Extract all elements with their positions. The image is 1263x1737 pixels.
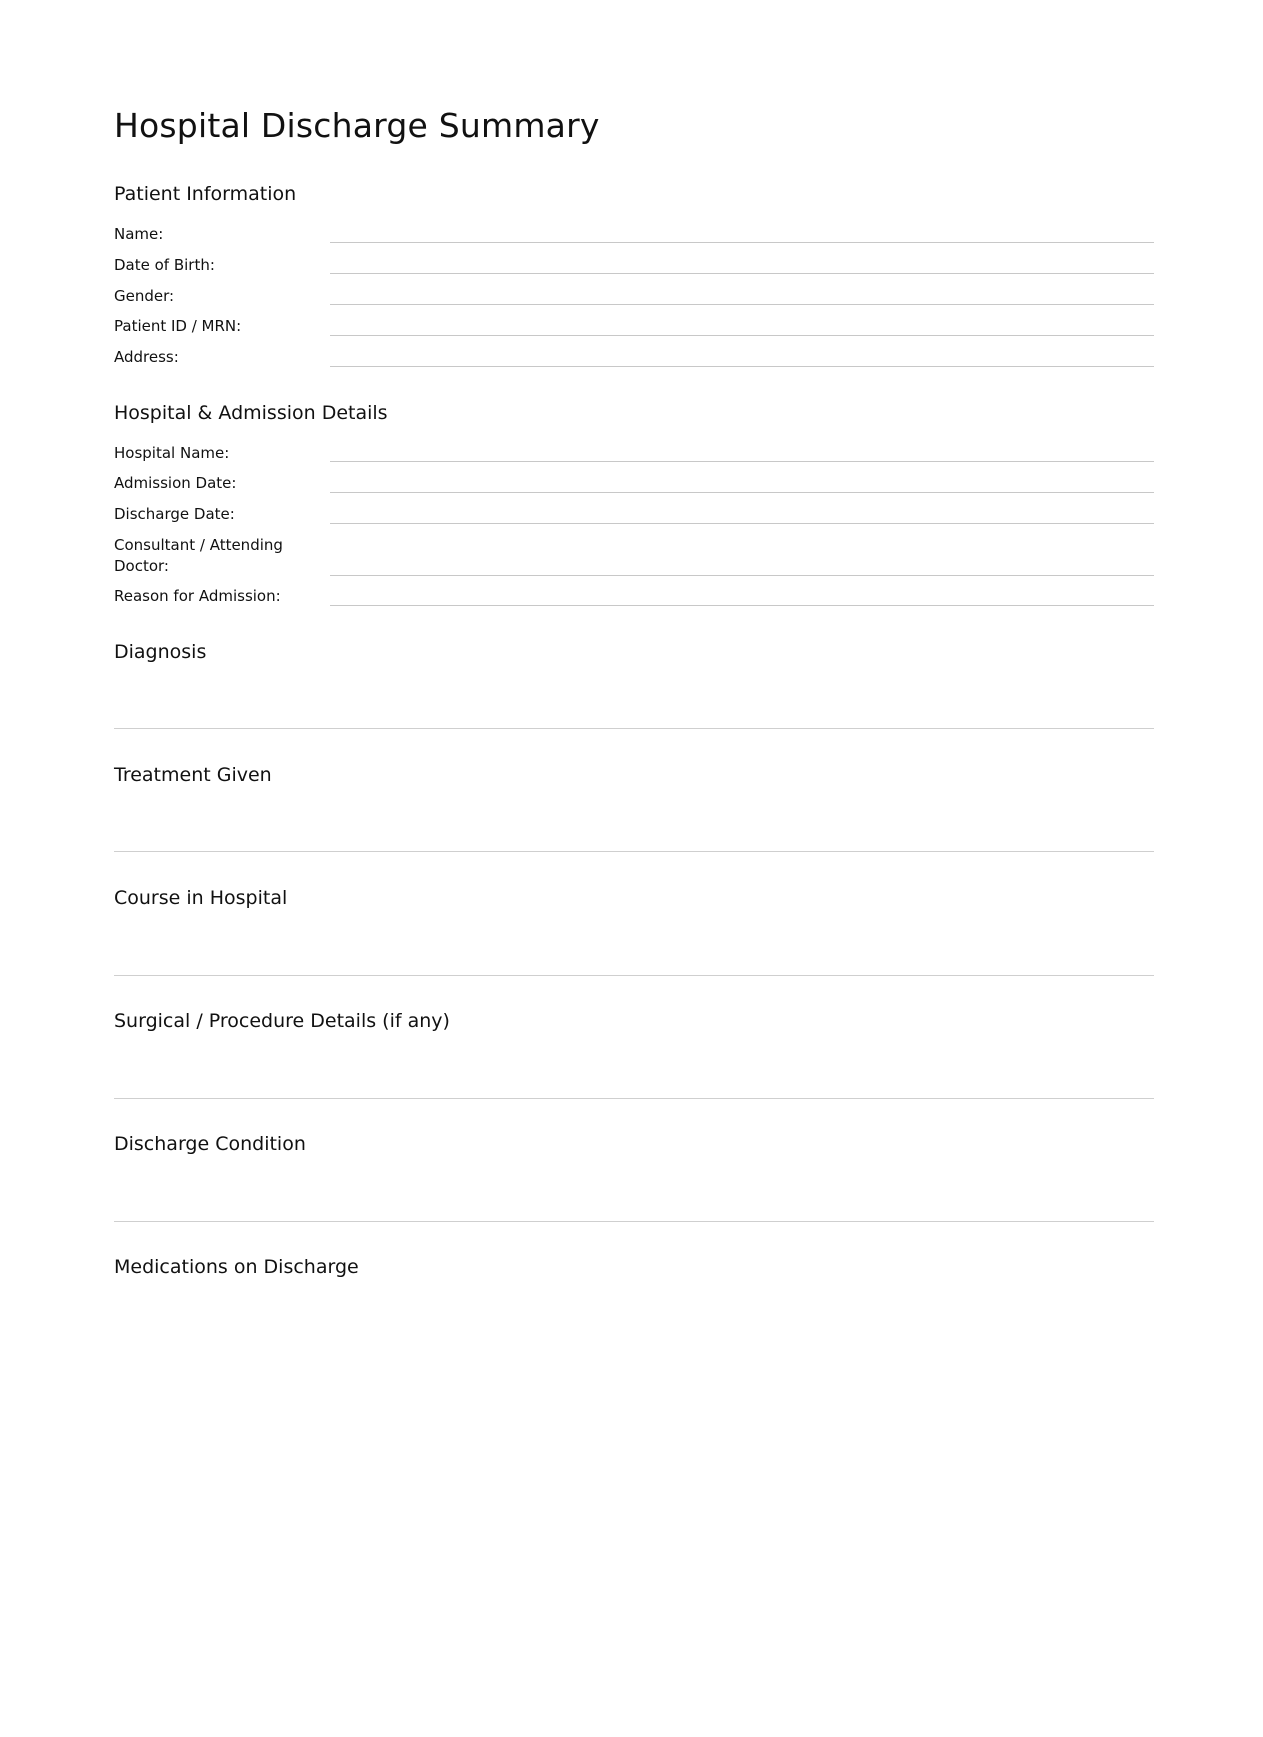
medications-on-discharge-heading: Medications on Discharge: [114, 1256, 359, 1278]
patient-id-field[interactable]: [330, 335, 1154, 336]
treatment-given-field[interactable]: [114, 851, 1154, 852]
gender-label: Gender:: [114, 287, 175, 305]
date-of-birth-field[interactable]: [330, 273, 1154, 274]
address-field[interactable]: [330, 366, 1154, 367]
reason-for-admission-field[interactable]: [330, 605, 1154, 606]
admission-date-label: Admission Date:: [114, 474, 237, 492]
diagnosis-heading: Diagnosis: [114, 641, 207, 663]
discharge-condition-heading: Discharge Condition: [114, 1133, 306, 1155]
consultant-doctor-label: Consultant / Attending Doctor:: [114, 536, 283, 575]
procedure-details-field[interactable]: [114, 1098, 1154, 1099]
hospital-name-field[interactable]: [330, 461, 1154, 462]
treatment-given-heading: Treatment Given: [114, 764, 272, 786]
procedure-details-heading: Surgical / Procedure Details (if any): [114, 1010, 450, 1032]
document-title: Hospital Discharge Summary: [114, 106, 600, 145]
reason-for-admission-label: Reason for Admission:: [114, 587, 281, 605]
admission-date-field[interactable]: [330, 492, 1154, 493]
name-field[interactable]: [330, 242, 1154, 243]
discharge-condition-field[interactable]: [114, 1221, 1154, 1222]
hospital-admission-heading: Hospital & Admission Details: [114, 402, 388, 424]
course-in-hospital-heading: Course in Hospital: [114, 887, 288, 909]
diagnosis-field[interactable]: [114, 728, 1154, 729]
name-label: Name:: [114, 225, 164, 243]
gender-field[interactable]: [330, 304, 1154, 305]
patient-information-heading: Patient Information: [114, 183, 297, 205]
patient-id-label: Patient ID / MRN:: [114, 317, 242, 335]
discharge-date-label: Discharge Date:: [114, 505, 235, 523]
hospital-name-label: Hospital Name:: [114, 444, 230, 462]
consultant-doctor-field[interactable]: [330, 575, 1154, 576]
address-label: Address:: [114, 348, 179, 366]
date-of-birth-label: Date of Birth:: [114, 256, 215, 274]
course-in-hospital-field[interactable]: [114, 975, 1154, 976]
discharge-date-field[interactable]: [330, 523, 1154, 524]
